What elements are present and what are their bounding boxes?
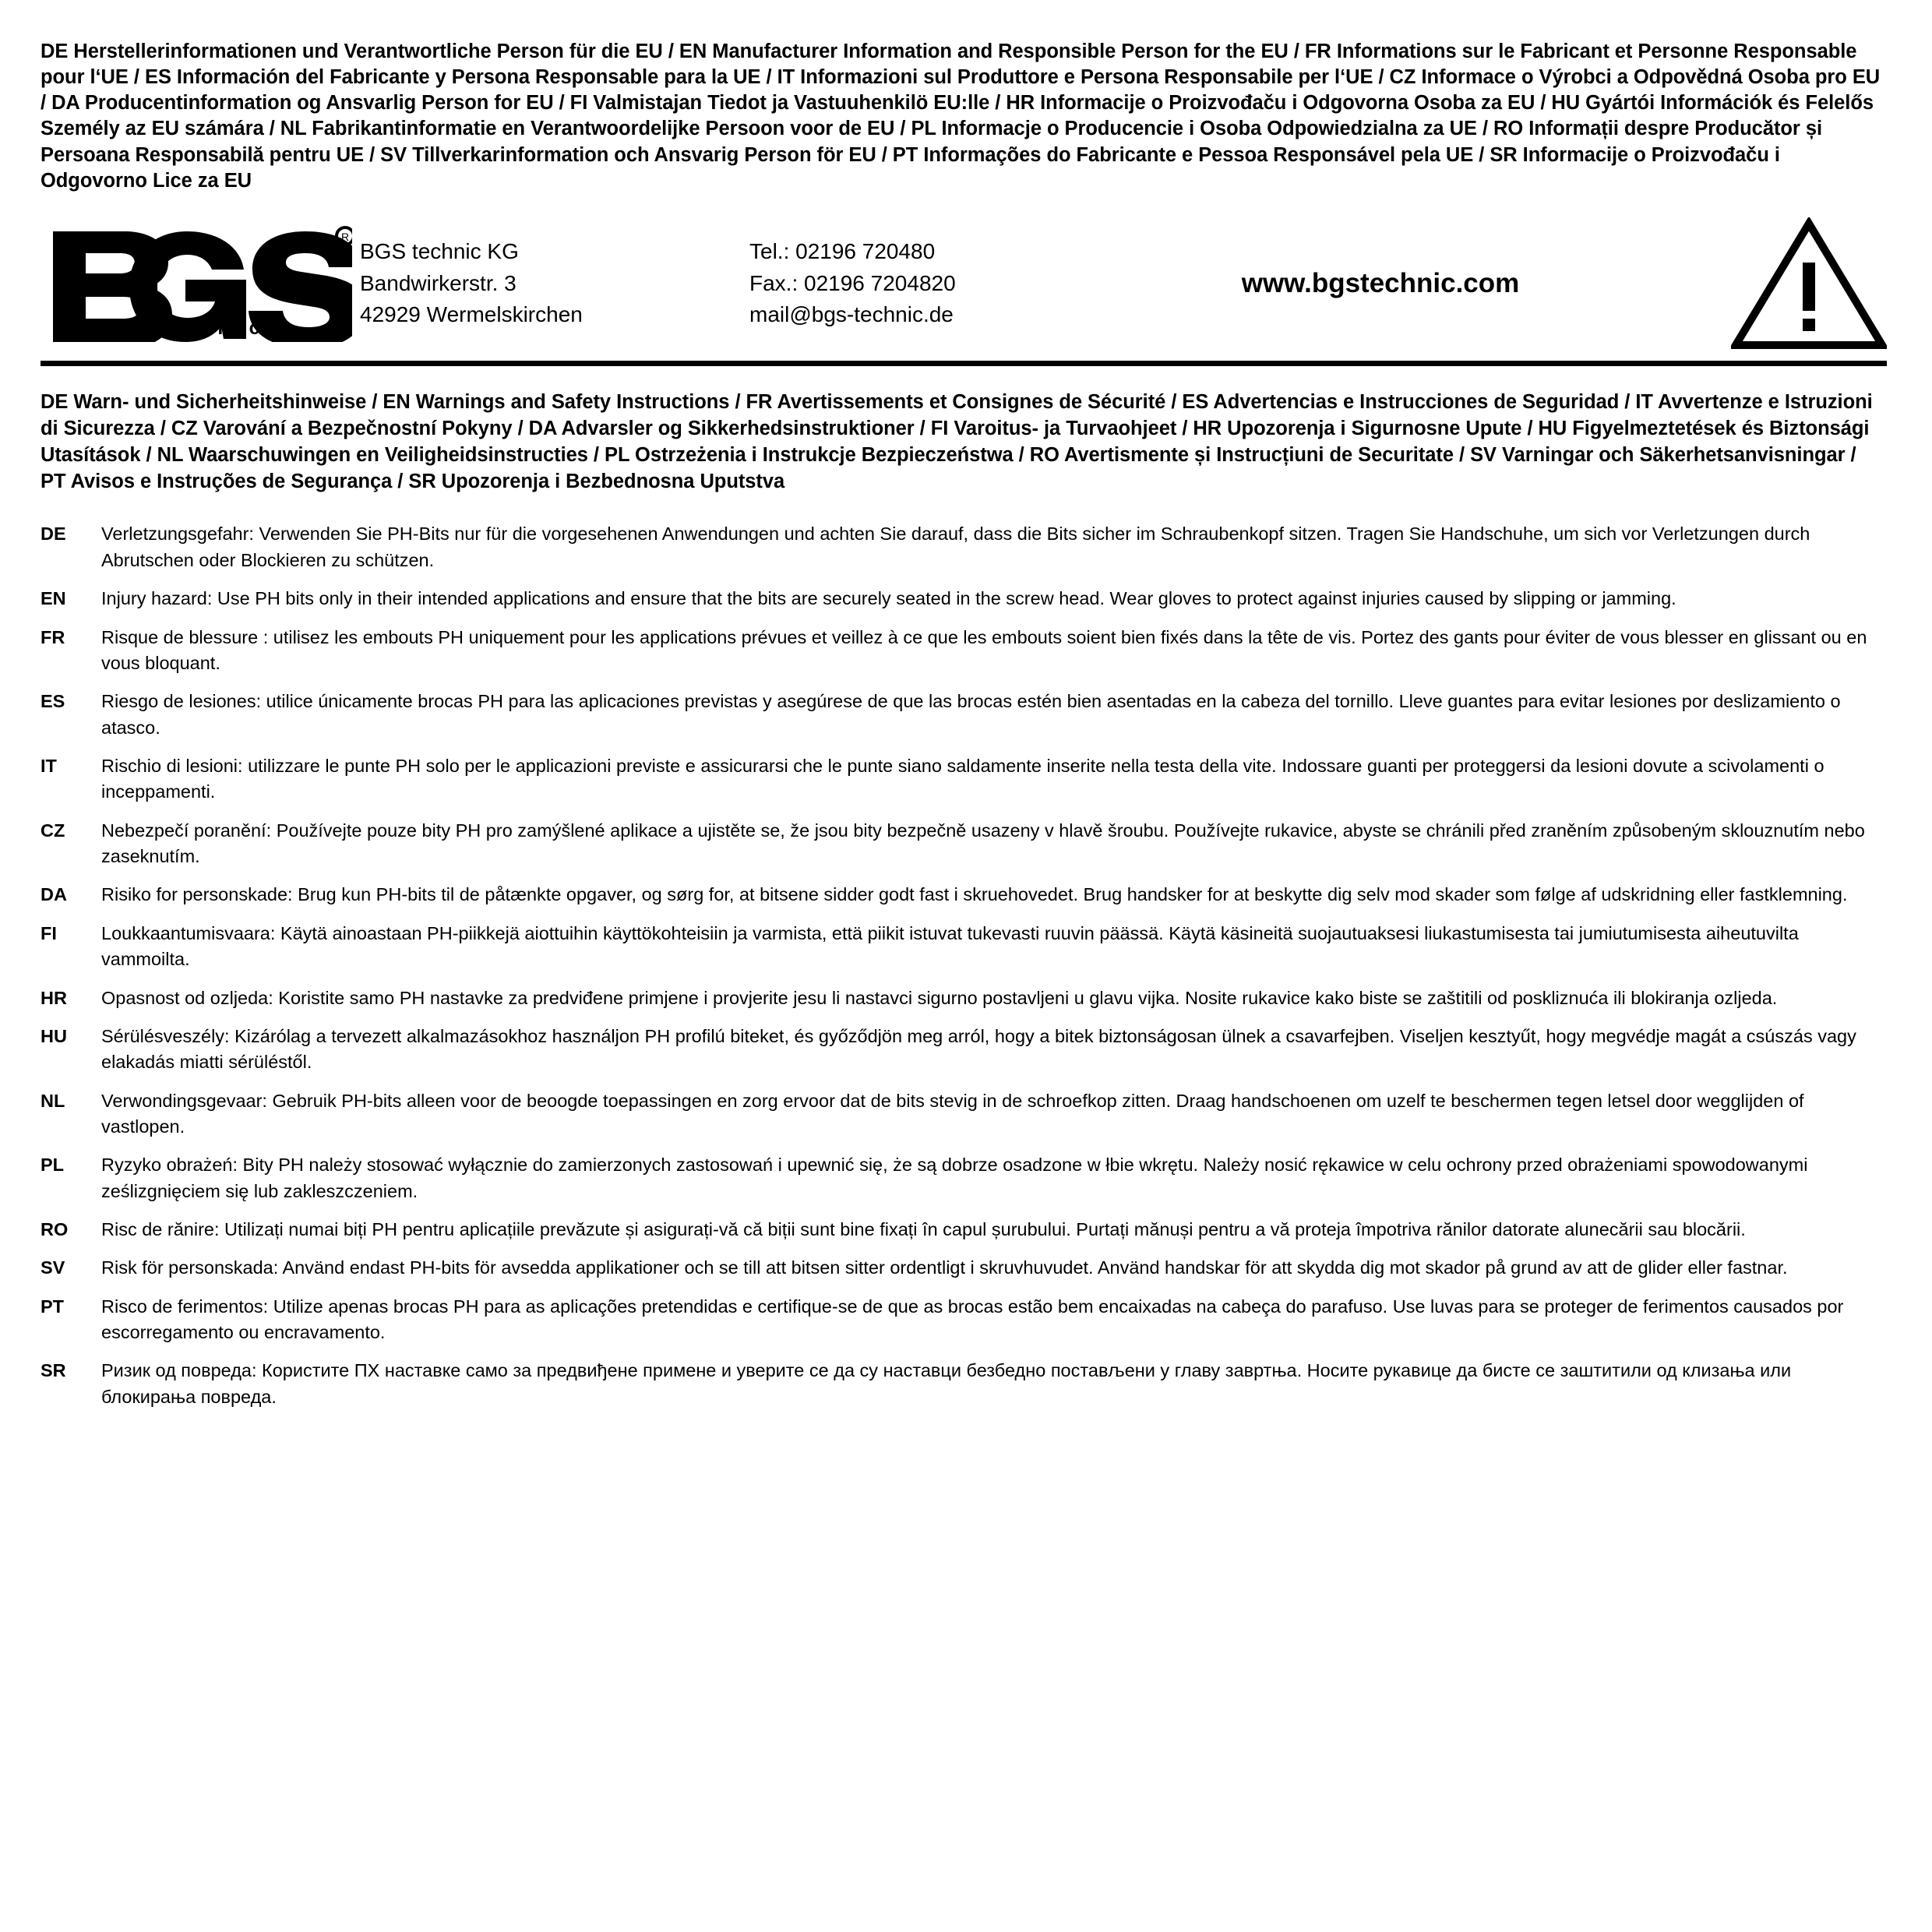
list-item [41, 753, 1887, 806]
instruction-text: Risk för personskada: Använd endast PH-bits för avsedda applikationer och se till att bitsen sitter ordentligt i skruvhuvudet. Använd handskar för att skydda dig mot skador på grund av att de glider eller fastnar. [101, 1257, 1788, 1278]
language-code: FI [41, 922, 57, 943]
instruction-text: Nebezpečí poranění: Používejte pouze bity PH pro zamýšlené aplikace a ujistěte se, že jsou bity bezpečně usazeny v hlavě šroubu. Používejte rukavice, abyste se chránili před zraněním způsobeným sklouznutím nebo zaseknutím. [101, 820, 1865, 867]
language-code: SR [41, 1360, 66, 1381]
company-fax: Fax.: 02196 7204820 [749, 270, 956, 295]
company-street: Bandwirkerstr. 3 [360, 270, 516, 295]
safety-instructions-heading: DE Warn- und Sicherheitshinweise / EN Warnings and Safety Instructions / FR Avertissements et Consignes de Sécurité / ES Advertencias e Instrucciones de Seguridad / IT Avvertenze e Istruzioni di Sicurezza / CZ Varování a Bezpečnostní Pokyny / DA Advarsler og Sikkerhedsinstruktioner / FI Varoitus- ja Turvaohjeet / HR Upozorenja i Sigurnosne Upute / HU Figyelmeztetések és Biztonsági Utasítások / NL Waarschuwingen en Veiligheidsinstructies / PL Ostrzeżenia i Instrukcje Bezpieczeństwa / RO Avertismente și Instrucțiuni de Securitate / SV Varningar och Säkerhetsanvisningar / PT Avisos e Instruções de Segurança / SR Upozorenja i Bezbednosna Uputstva [41, 390, 1873, 492]
instruction-text: Sérülésveszély: Kizárólag a tervezett alkalmazásokhoz használjon PH profilú biteket, és győződjön meg arról, hogy a bitek biztonságosan ülnek a csavarfejben. Viseljen kesztyűt, hogy megvédje magát a csúszás vagy elakadás miatti sérüléstől. [101, 1025, 1856, 1073]
list-item [41, 921, 1887, 973]
instruction-text: Verwondingsgevaar: Gebruik PH-bits alleen voor de beoogde toepassingen en zorg ervoor dat de bits stevig in de schroefkop zitten. Draag handschoenen om uzelf te beschermen tegen letsel door wegglijden of vastlopen. [101, 1090, 1804, 1137]
instruction-text: Verletzungsgefahr: Verwenden Sie PH-Bits nur für die vorgesehenen Anwendungen und achten Sie darauf, dass die Bits sicher im Schraubenkopf sitzen. Tragen Sie Handschuhe, um sich vor Verletzungen durch Abrutschen oder Blockieren zu schützen. [101, 524, 1810, 570]
company-tel: Tel.: 02196 720480 [749, 238, 936, 263]
language-code: CZ [41, 820, 65, 841]
list-item [41, 882, 1887, 908]
instruction-text: Injury hazard: Use PH bits only in their intended applications and ensure that the bits are securely seated in the screw head. Wear gloves to protect against injuries caused by slipping or jamming. [101, 588, 1676, 609]
list-item [41, 1088, 1887, 1141]
language-code: HU [41, 1025, 67, 1046]
language-code: ES [41, 691, 65, 712]
list-item [41, 1152, 1887, 1204]
svg-text:R: R [340, 230, 350, 243]
instruction-text: Ryzyko obrażeń: Bity PH należy stosować wyłącznie do zamierzonych zastosowań i upewnić się, że są dobrze osadzone w łbie wkrętu. Należy nosić rękawice w celu ochrony przed obrażeniami spowodowanymi ześlizgnięciem się lub zakleszczeniem. [101, 1155, 1808, 1201]
list-item [41, 689, 1887, 741]
company-city: 42929 Wermelskirchen [360, 302, 583, 327]
instruction-text: Riesgo de lesiones: utilice únicamente brocas PH para las aplicaciones previstas y asegúrese de que las brocas estén bien asentadas en la cabeza del tornillo. Lleve guantes para evitar lesiones por deslizamiento o atasco. [101, 691, 1841, 738]
list-item [41, 1294, 1887, 1346]
list-item [41, 1024, 1887, 1076]
language-code: DE [41, 524, 66, 545]
language-code: PL [41, 1155, 65, 1176]
language-code: PT [41, 1296, 65, 1317]
list-item [41, 1255, 1887, 1281]
svg-text:technic: technic [150, 316, 267, 339]
bgs-logo [41, 225, 360, 342]
list-item [41, 586, 1887, 612]
company-contact [749, 236, 1077, 331]
list-item [41, 625, 1887, 677]
instruction-text: Opasnost od ozljeda: Koristite samo PH nastavke za predviđene primjene i provjerite jesu li nastavci sigurno postavljeni u glavu vijka. Nosite rukavice kako biste se zaštitili od poskliznuća ili blokiranja ozljeda. [101, 987, 1778, 1008]
list-item [41, 521, 1887, 573]
language-code: HR [41, 987, 67, 1008]
language-code: DA [41, 884, 67, 905]
instruction-text: Risco de ferimentos: Utilize apenas brocas PH para as aplicações pretendidas e certifique-se de que as brocas estão bem encaixadas na cabeça do parafuso. Use luvas para se proteger de ferimentos causados por escorregamento ou encravamento. [101, 1296, 1844, 1343]
company-address [360, 236, 749, 331]
company-email: mail@bgs-technic.de [749, 302, 954, 327]
language-code: RO [41, 1219, 69, 1240]
list-item [41, 1358, 1887, 1410]
language-code: NL [41, 1090, 65, 1111]
instruction-text: Rischio di lesioni: utilizzare le punte PH solo per le applicazioni previste e assicurarsi che le punte siano saldamente inserite nella testa della vite. Indossare guanti per proteggersi da lesioni dovute a scivolamenti o inceppamenti. [101, 755, 1824, 802]
language-code: EN [41, 588, 66, 609]
company-name: BGS technic KG [360, 238, 519, 263]
manufacturer-information-title: DE Herstellerinformationen und Verantwortliche Person für die EU / EN Manufacturer Information and Responsible Person for the EU / FR Informations sur le Fabricant et Personne Responsable pour l‘UE / ES Información del Fabricante y Persona Responsable para la UE / IT Informazioni sul Produttore e Persona Responsabile per l‘UE / CZ Informace o Výrobci a Odpovědná Osoba pro EU / DA Producentinformation og Ansvarlig Person for EU / FI Valmistajan Tiedot ja Vastuuhenkilö EU:lle / HR Informacije o Proizvođaču i Odgovorna Osoba za EU / HU Gyártói Információk és Felelős Személy az EU számára / NL Fabrikantinformatie en Verantwoordelijke Persoon voor de EU / PL Informacje o Producencie i Osoba Odpowiedzialna za UE / RO Informații despre Producător și Persoana Responsabilă pentru UE / SV Tillverkarinformation och Ansvarig Person för EU / PT Informações do Fabricante e Pessoa Responsável pela UE / SR Informacije o Proizvođaču i Odgovorno Lice za EU [41, 41, 1881, 192]
language-code: FR [41, 626, 65, 647]
instruction-text: Loukkaantumisvaara: Käytä ainoastaan PH-piikkejä aiottuihin käyttökohteisiin ja varmista, että piikit istuvat tukevasti ruuvin päässä. Käytä käsineitä suojautuaksesi liukastumisesta tai jumiutumisesta aiheutuvilta vammoilta. [101, 922, 1799, 970]
company-header [41, 214, 1887, 366]
language-code: SV [41, 1257, 65, 1278]
safety-instruction-list [41, 521, 1887, 1410]
language-code: IT [41, 755, 57, 776]
warning-triangle-icon [1715, 217, 1887, 350]
list-item [41, 985, 1887, 1011]
company-website: www.bgstechnic.com [1241, 267, 1520, 298]
list-item [41, 1217, 1887, 1243]
instruction-text: Risc de rănire: Utilizați numai biți PH pentru aplicațiile prevăzute și asigurați-vă că biții sunt bine fixați în capul șurubului. Purtați mănuși pentru a vă proteja împotriva rănilor datorate alunecării sau blocării. [101, 1219, 1746, 1240]
list-item [41, 818, 1887, 870]
instruction-text: Risque de blessure : utilisez les embouts PH uniquement pour les applications prévues et veillez à ce que les embouts soient bien fixés dans la tête de vis. Portez des gants pour éviter de vous blesser en glissant ou en vous bloquant. [101, 626, 1867, 673]
instruction-text: Risiko for personskade: Brug kun PH-bits til de påtænkte opgaver, og sørg for, at bitsene sidder godt fast i skruehovedet. Brug handsker for at beskytte dig selv mod skader som følge af udskridning eller fastklemning. [101, 884, 1848, 905]
instruction-text: Ризик од повреда: Користите ПХ наставке само за предвиђене примене и уверите се да су наставци безбедно постављени у главу завртња. Носите рукавице да бисте се заштитили од клизања или блокирања повреда. [101, 1360, 1792, 1407]
